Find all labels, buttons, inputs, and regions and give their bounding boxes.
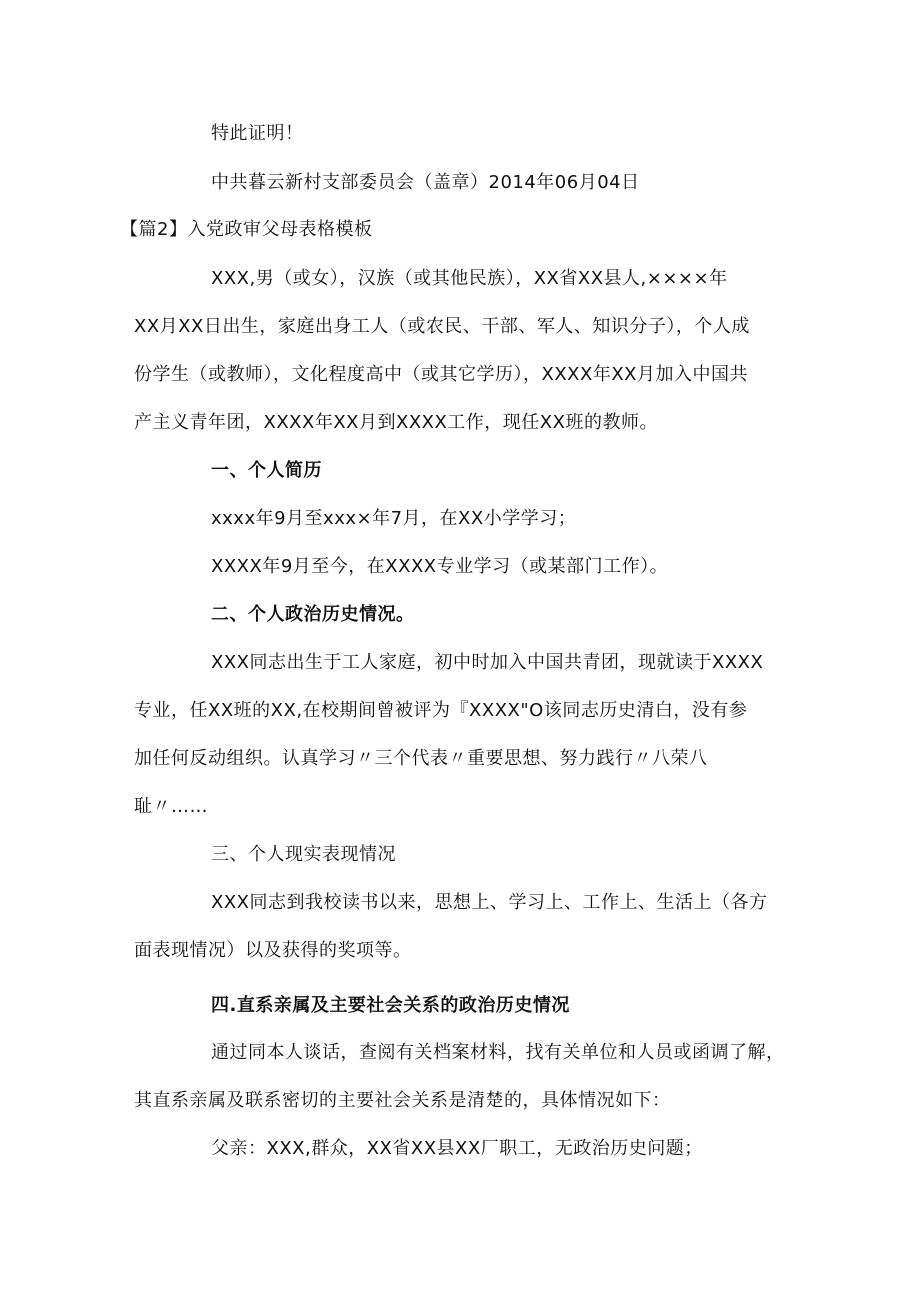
intro-paragraph-line: 产主义青年团，XXXX年XX月到XXXX工作，现任XX班的教师。 [134,412,658,433]
performance-line: 面表现情况）以及获得的奖项等。 [134,940,412,961]
political-history-line: 耻〃…… [134,796,208,817]
intro-paragraph-line: 份学生（或教师），文化程度高中（或其它学历），XXXX年XX月加入中国共 [134,364,748,385]
resume-entry: XXXX年9月至今，在XXXX专业学习（或某部门工作）。 [211,556,669,577]
father-line: 父亲：XXX,群众，XX省XX县XX厂职工，无政治历史问题； [211,1138,703,1159]
relatives-line: 通过同本人谈话，查阅有关档案材料，找有关单位和人员或函调了解， [211,1042,785,1063]
certification-line: 特此证明！ [211,123,304,144]
political-history-line: 专业，任XX班的XX,在校期间曾被评为『XXXX"O该同志历史清白，没有参 [134,700,748,721]
intro-paragraph-line: XXX,男（或女），汉族（或其他民族），XX省XX县人,××××年 [211,268,728,289]
resume-entry: xxxx年9月至xxx×年7月，在XX小学学习； [211,508,577,529]
performance-line: XXX同志到我校读书以来，思想上、学习上、工作上、生活上（各方 [211,892,768,913]
signature-date-line: 中共暮云新村支部委员会（盖章）2014年06月04日 [211,172,640,193]
heading-resume: 一、个人简历 [211,460,322,481]
heading-political-history: 二、个人政治历史情况。 [211,604,415,625]
heading-relatives: 四.直系亲属及主要社会关系的政治历史情况 [211,995,570,1016]
relatives-line: 其直系亲属及联系密切的主要社会关系是清楚的，具体情况如下： [134,1090,671,1111]
section-heading-2: 【篇2】入党政审父母表格模板 [120,219,373,240]
political-history-line: XXX同志出生于工人家庭，初中时加入中国共青团，现就读于XXXX [211,652,764,673]
heading-current-performance: 三、个人现实表现情况 [211,844,396,865]
political-history-line: 加任何反动组织。认真学习〃三个代表〃重要思想、努力践行〃八荣八 [134,748,708,769]
intro-paragraph-line: XX月XX日出生，家庭出身工人（或农民、干部、军人、知识分子），个人成 [134,316,750,337]
